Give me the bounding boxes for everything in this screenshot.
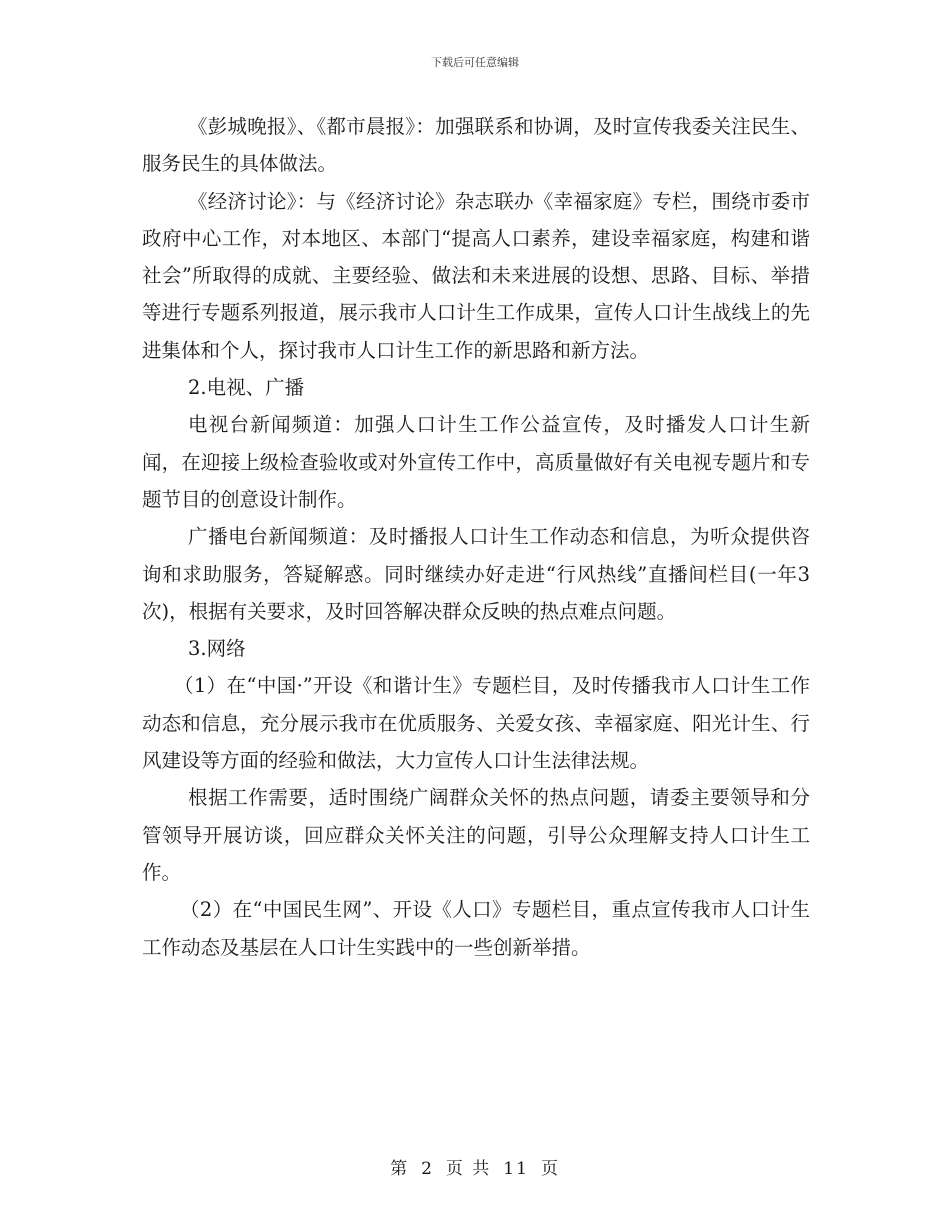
- footer-page-number: 2: [421, 1159, 434, 1179]
- footer-total-pages: 11: [503, 1159, 529, 1179]
- paragraph-radio-news: 广播电台新闻频道：及时播报人口计生工作动态和信息，为听众提供咨询和求助服务，答疑解惑。同时继续办好走进“行风热线”直播间栏目(一年3次)，根据有关要求，及时回答解决群众反映的热点难点问题。: [142, 525, 810, 623]
- document-body: [142, 108, 810, 966]
- paragraph-economic-discussion: 《经济讨论》：与《经济讨论》杂志联办《幸福家庭》专栏，围绕市委市政府中心工作，对本地区、本部门“提高人口素养，建设幸福家庭，构建和谐社会”所取得的成就、主要经验、做法和未来进展的设想、思路、目标、举措等进行专题系列报道，展示我市人口计生工作成果，宣传人口计生战线上的先进集体和个人，探讨我市人口计生工作的新思路和新方法。: [142, 189, 810, 362]
- section-heading-tv-radio: 2.电视、广播: [188, 376, 305, 400]
- paragraph-tv-news: 电视台新闻频道：加强人口计生工作公益宣传，及时播发人口计生新闻，在迎接上级检查验收或对外宣传工作中，高质量做好有关电视专题片和专题节目的创意设计制作。: [142, 413, 810, 511]
- paragraph-newspapers: 《彭城晚报》、《都市晨报》：加强联系和协调，及时宣传我委关注民生、服务民生的具体做法。: [142, 115, 810, 176]
- section-heading-network: 3.网络: [188, 637, 246, 661]
- page-footer: [0, 1154, 950, 1179]
- paragraph-interviews: 根据工作需要，适时围绕广阔群众关怀的热点问题，请委主要领导和分管领导开展访谈，回应群众关怀关注的问题，引导公众理解支持人口计生工作。: [142, 786, 810, 884]
- footer-prefix: 第: [390, 1159, 410, 1179]
- footer-middle: 页 共: [445, 1159, 492, 1179]
- header-note: 下载后可任意编辑: [431, 56, 519, 69]
- footer-suffix: 页: [540, 1159, 560, 1179]
- paragraph-network-item-2: （2）在“中国民生网”、开设《人口》专题栏目，重点宣传我市人口计生工作动态及基层在人口计生实践中的一些创新举措。: [142, 898, 810, 959]
- paragraph-network-item-1: （1）在“中国·”开设《和谐计生》专题栏目，及时传播我市人口计生工作动态和信息，充分展示我市在优质服务、关爱女孩、幸福家庭、阳光计生、行风建设等方面的经验和做法，大力宣传人口计生法律法规。: [142, 674, 810, 773]
